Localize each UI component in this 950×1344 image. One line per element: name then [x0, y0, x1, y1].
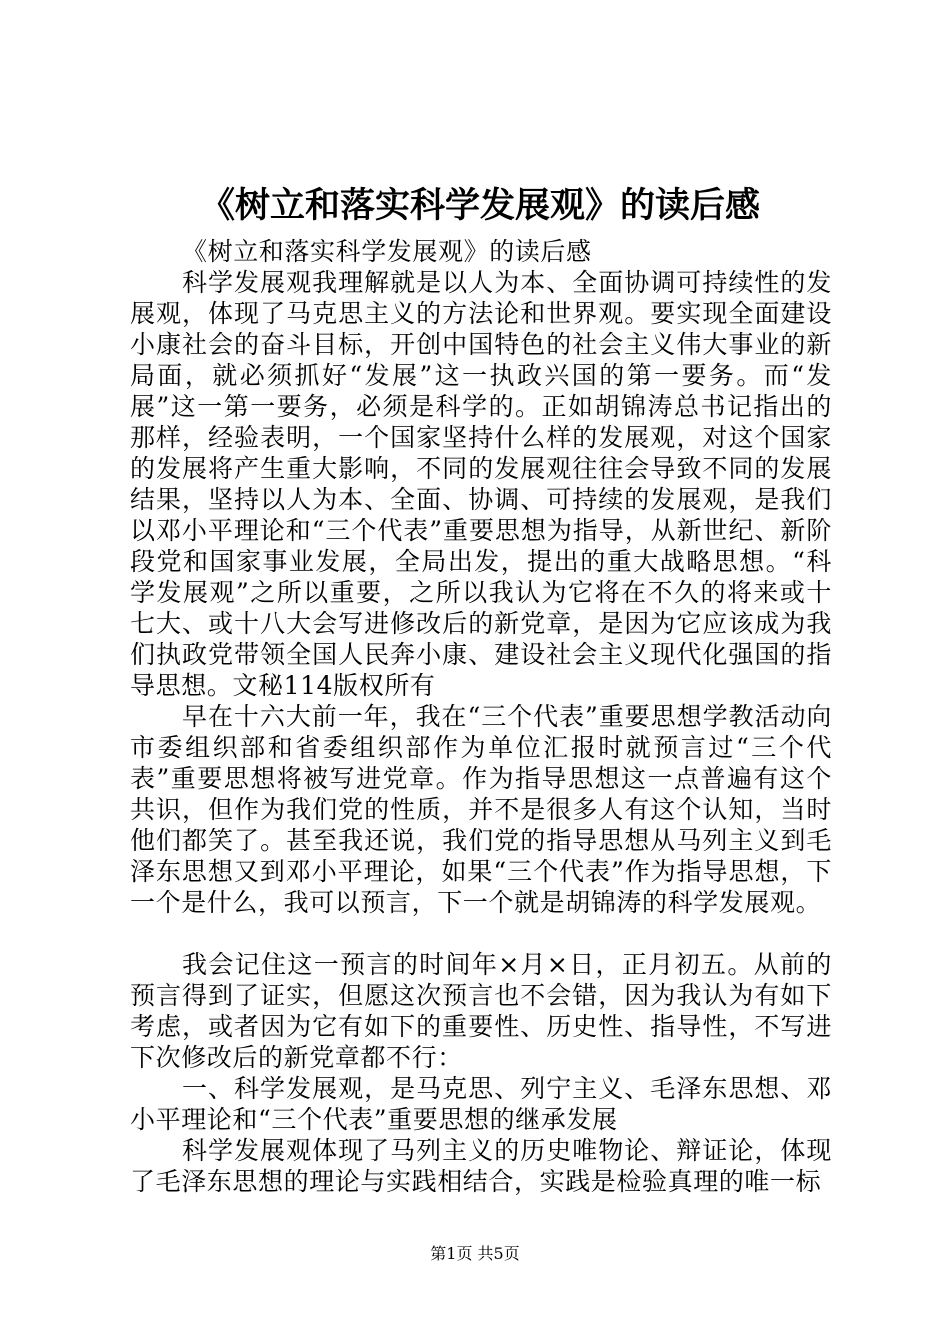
paragraph-2: 早在十六大前一年，我在“三个代表”重要思想学教活动向市委组织部和省委组织部作为单位汇报时就预言过“三个代表”重要思想将被写进党章。作为指导思想这一点普遍有这个共识，但作为我们党的性质，并不是很多人有这个认知，当时他们都笑了。甚至我还说，我们党的指导思想从马列主义到毛泽东思想又到邓小平理论，如果“三个代表”作为指导思想，下一个是什么，我可以预言，下一个就是胡锦涛的科学发展观。	[130, 702, 832, 917]
paragraph-3: 我会记住这一预言的时间年×月×日，正月初五。从前的预言得到了证实，但愿这次预言也不会错，因为我认为有如下考虑，或者因为它有如下的重要性、历史性、指导性，不写进下次修改后的新党章都不行：	[130, 950, 832, 1072]
document-body	[130, 236, 832, 1197]
paragraph-5: 科学发展观体现了马列主义的历史唯物论、辩证论，体现了毛泽东思想的理论与实践相结合，实践是检验真理的唯一标	[130, 1136, 832, 1196]
document-title: 《树立和落实科学发展观》的读后感	[199, 185, 760, 226]
paragraph-spacer	[130, 918, 832, 949]
paragraph-1: 科学发展观我理解就是以人为本、全面协调可持续性的发展观，体现了马克思主义的方法论和世界观。要实现全面建设小康社会的奋斗目标，开创中国特色的社会主义伟大事业的新局面，就必须抓好“发展”这一执政兴国的第一要务。而“发展”这一第一要务，必须是科学的。正如胡锦涛总书记指出的那样，经验表明，一个国家坚持什么样的发展观，对这个国家的发展将产生重大影响，不同的发展观往往会导致不同的发展结果，坚持以人为本、全面、协调、可持续的发展观，是我们以邓小平理论和“三个代表”重要思想为指导，从新世纪、新阶段党和国家事业发展，全局出发，提出的重大战略思想。“科学发展观”之所以重要，之所以我认为它将在不久的将来或十七大、或十八大会写进修改后的新党章，是因为它应该成为我们执政党带领全国人民奔小康、建设社会主义现代化强国的指导思想。文秘114版权所有	[130, 268, 832, 700]
paragraph-4: 一、科学发展观，是马克思、列宁主义、毛泽东思想、邓小平理论和“三个代表”重要思想的继承发展	[130, 1074, 832, 1134]
page-footer: 第1页 共5页	[430, 1244, 520, 1263]
paragraph-subtitle: 《树立和落实科学发展观》的读后感	[182, 237, 592, 266]
